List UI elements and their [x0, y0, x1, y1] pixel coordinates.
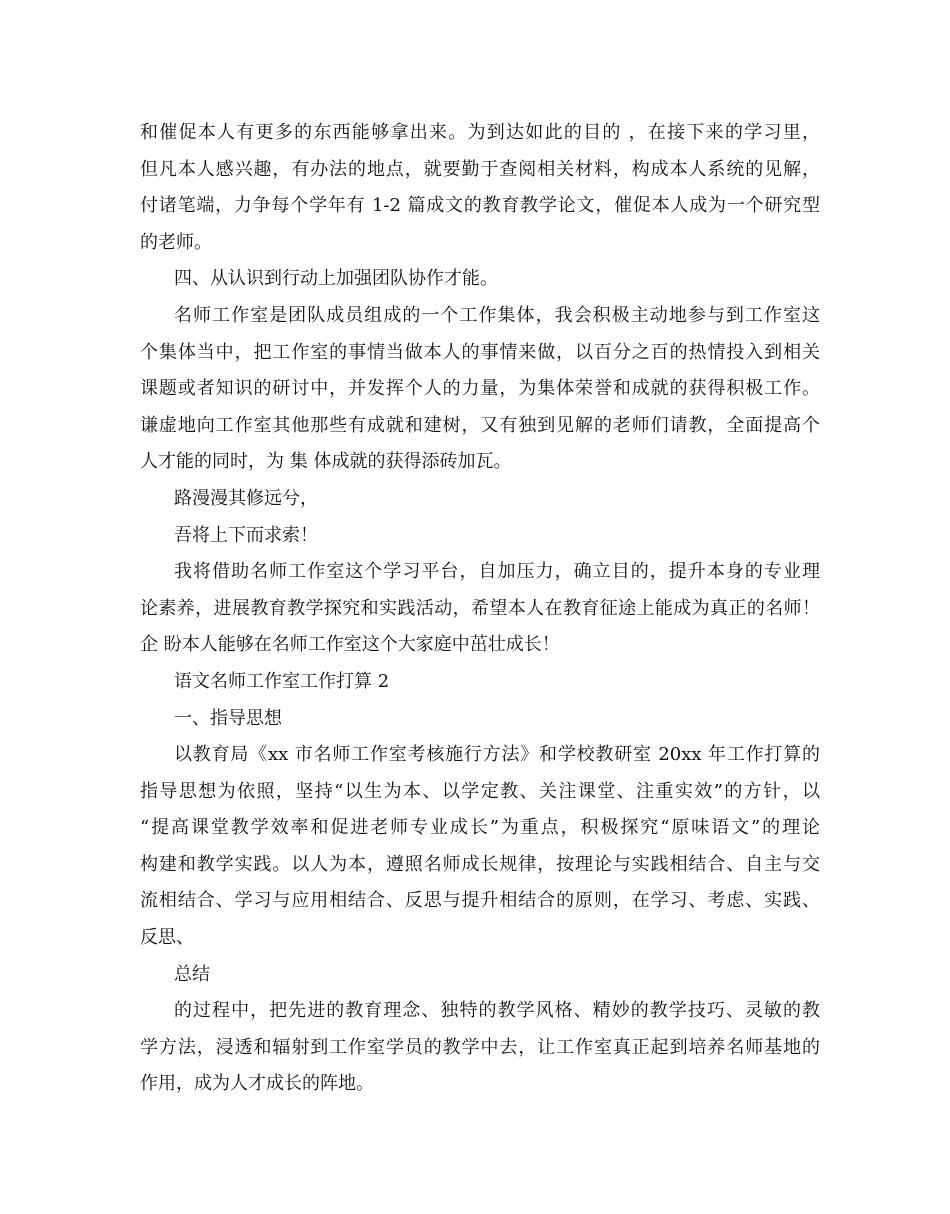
- document-title: 语文名师工作室工作打算 2: [174, 670, 390, 692]
- paragraph-line: 作用，成为人才成长的阵地。: [140, 1073, 374, 1095]
- poem-line: 路漫漫其修远兮，: [174, 487, 318, 509]
- paragraph-line: 指导思想为依照，坚持“以生为本、以学定教、关注课堂、注重实效”的方针，以: [140, 780, 820, 802]
- paragraph-line: 的过程中，把先进的教育理念、独特的教学风格、精妙的教学技巧、灵敏的教: [174, 1000, 820, 1022]
- paragraph-line: 谦虚地向工作室其他那些有成就和建树，又有独到见解的老师们请教，全面提高个: [140, 414, 820, 436]
- paragraph-line: 构建和教学实践。以人为本，遵照名师成长规律，按理论与实践相结合、自主与交: [140, 853, 820, 875]
- poem-line: 吾将上下而求索！: [174, 524, 318, 546]
- paragraph-line: “提高课堂教学效率和促进老师专业成长”为重点，积极探究“原味语文”的理论: [140, 817, 820, 839]
- paragraph-line: 以教育局《xx 市名师工作室考核施行方法》和学校教研室 20xx 年工作打算的: [174, 744, 820, 766]
- paragraph-line: 个集体当中，把工作室的事情当做本人的事情来做，以百分之百的热情投入到相关: [140, 341, 820, 363]
- section-heading: 四、从认识到行动上加强团队协作才能。: [174, 268, 498, 290]
- paragraph-line: 我将借助名师工作室这个学习平台，自加压力，确立目的，提升本身的专业理: [174, 561, 820, 583]
- paragraph-line: 名师工作室是团队成员组成的一个工作集体，我会积极主动地参与到工作室这: [174, 304, 820, 326]
- paragraph-line: 论素养，进展教育教学探究和实践活动，希望本人在教育征途上能成为真正的名师！: [140, 597, 820, 619]
- paragraph-line: 总结: [174, 963, 210, 985]
- paragraph-line: 学方法，浸透和辐射到工作室学员的教学中去，让工作室真正起到培养名师基地的: [140, 1036, 820, 1058]
- document-page: [140, 115, 820, 1103]
- paragraph-line: 的老师。: [140, 231, 212, 253]
- paragraph-line: 反思、: [140, 927, 194, 949]
- paragraph-line: 企 盼本人能够在名师工作室这个大家庭中茁壮成长！: [140, 634, 560, 656]
- paragraph-line: 付诸笔端，力争每个学年有 1-2 篇成文的教育教学论文，催促本人成为一个研究型: [140, 195, 820, 217]
- paragraph-line: 人才能的同时，为 集 体成就的获得添砖加瓦。: [140, 451, 512, 473]
- section-heading: 一、指导思想: [174, 707, 282, 729]
- paragraph-line: 和催促本人有更多的东西能够拿出来。为到达如此的目的 ，在接下来的学习里，: [140, 122, 820, 143]
- paragraph-line: 流相结合、学习与应用相结合、反思与提升相结合的原则，在学习、考虑、实践、: [140, 890, 820, 912]
- paragraph-line: 课题或者知识的研讨中，并发挥个人的力量，为集体荣誉和成就的获得积极工作。: [140, 378, 820, 400]
- paragraph-line: 但凡本人感兴趣，有办法的地点，就要勤于查阅相关材料，构成本人系统的见解，: [140, 158, 820, 180]
